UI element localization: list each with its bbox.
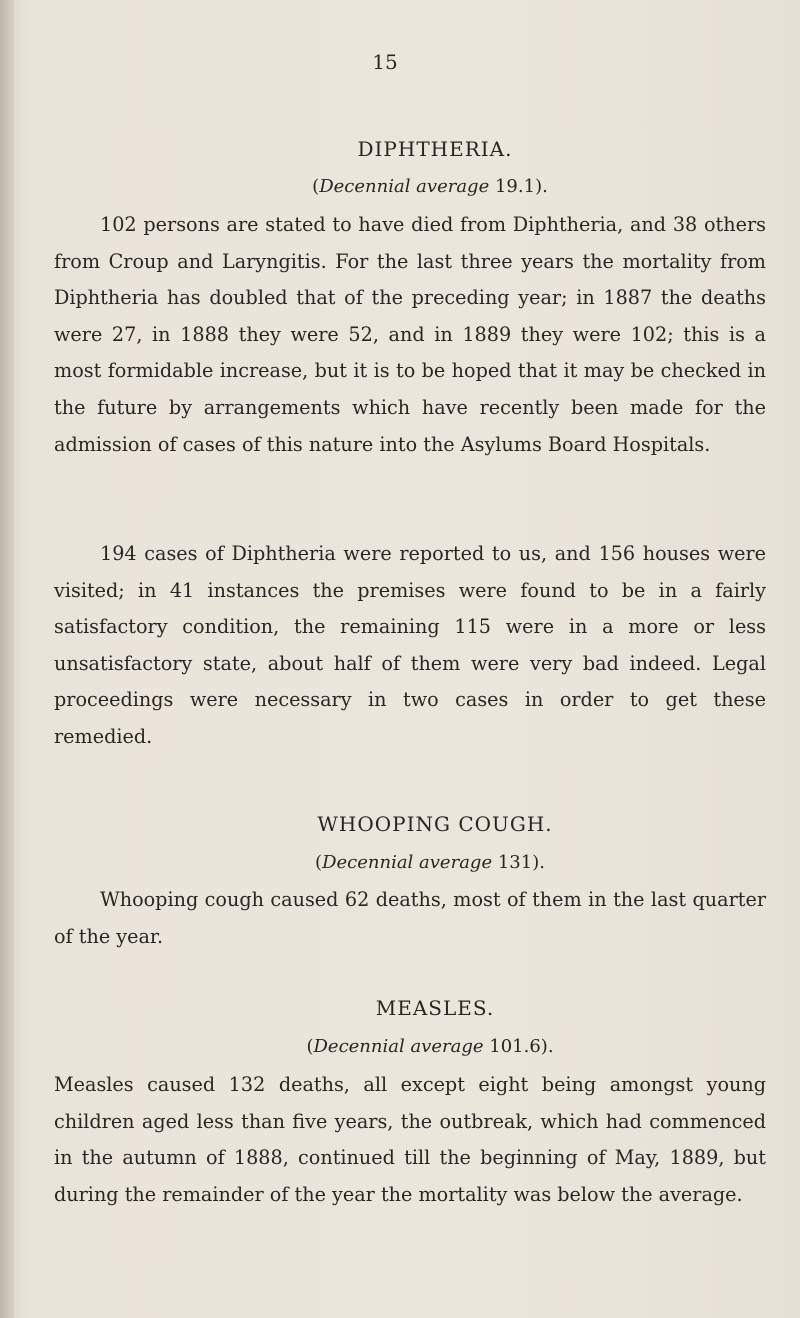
average-label: Decennial average bbox=[319, 176, 490, 197]
decennial-average-diphtheria: (Decennial average 19.1). bbox=[312, 176, 548, 197]
section-heading-diphtheria: DIPHTHERIA. bbox=[357, 137, 513, 161]
decennial-average-measles: (Decennial average 101.6). bbox=[306, 1036, 554, 1057]
paragraph-measles: Measles caused 132 deaths, all except eight being amongst young children aged less than five years, the outbreak, which had commenced in the autumn of 1888, continued till the beginning of May, 1889, but during the remainder of the year the mortality was below the average. bbox=[54, 1073, 766, 1206]
decennial-average-whooping-cough: (Decennial average 131). bbox=[315, 852, 545, 873]
average-label: Decennial average bbox=[313, 1036, 484, 1057]
paragraph-diphtheria-deaths: 102 persons are stated to have died from Diphtheria, and 38 others from Croup and Laryngitis. For the last three years the mortality from Diphtheria has doubled that of the preceding year; in 1887 the deaths were 27, in 1888 they were 52, and in 1889 they were 102; this is a most formidable increase, but it is to be hoped that it may be checked in the future by arrangements which have recently been made for the admission of cases of this nature into the Asylums Board Hospitals. bbox=[54, 213, 766, 456]
paragraph-diphtheria-cases: 194 cases of Diphtheria were reported to us, and 156 houses were visited; in 41 instances the premises were found to be in a fairly satisfactory condition, the remaining 115 were in a more or less unsatisfactory state, about half of them were very bad indeed. Legal proceedings were necessary in two cases in order to get these remedied. bbox=[54, 542, 766, 748]
page-spine-shadow bbox=[0, 0, 14, 1318]
average-value: 19.1 bbox=[494, 176, 536, 197]
average-value: 131 bbox=[497, 852, 533, 873]
paragraph-whooping-cough: Whooping cough caused 62 deaths, most of them in the last quarter of the year. bbox=[54, 888, 766, 948]
average-value: 101.6 bbox=[489, 1036, 541, 1057]
page-number: 15 bbox=[372, 50, 398, 74]
average-label: Decennial average bbox=[322, 852, 493, 873]
section-heading-whooping-cough: WHOOPING COUGH. bbox=[317, 812, 553, 836]
section-heading-measles: MEASLES. bbox=[375, 996, 495, 1020]
